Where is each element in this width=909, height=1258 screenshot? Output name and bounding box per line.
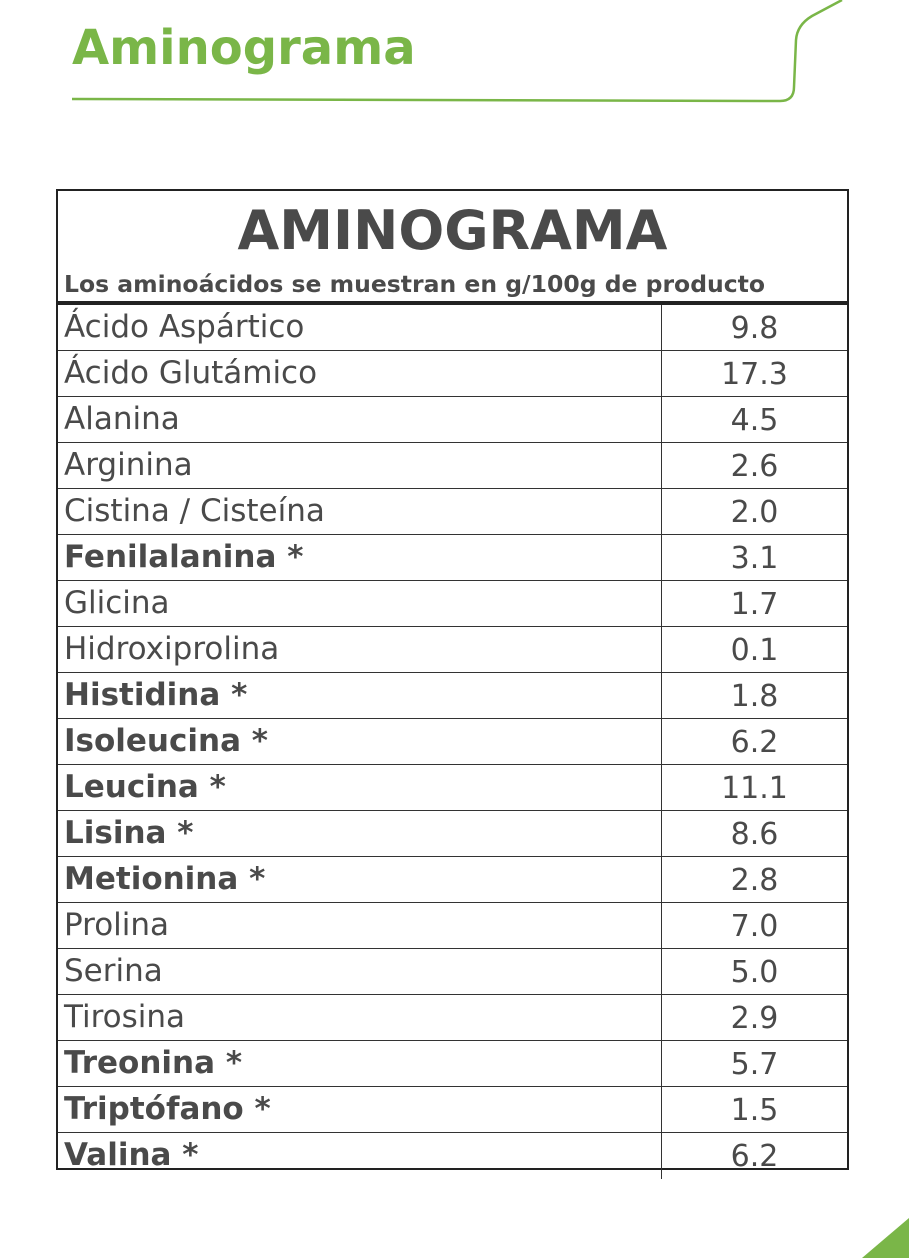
table-row	[58, 627, 847, 673]
amino-acid-name: Hidroxiprolina	[64, 631, 280, 667]
table-row	[58, 765, 847, 811]
amino-acid-name: Ácido Aspártico	[64, 309, 305, 345]
table-row	[58, 443, 847, 489]
table-row	[58, 1133, 847, 1178]
amino-acid-name: Ácido Glutámico	[64, 355, 318, 391]
table-row	[58, 351, 847, 397]
amino-acid-value: 3.1	[661, 535, 847, 581]
amino-acid-value: 1.8	[661, 673, 847, 719]
table-row	[58, 903, 847, 949]
amino-acid-value: 11.1	[661, 765, 847, 811]
table-row	[58, 305, 847, 351]
aminogram-table	[56, 189, 849, 1174]
table-header	[58, 191, 847, 305]
amino-acid-value: 9.8	[661, 305, 847, 351]
amino-acid-value: 6.2	[661, 719, 847, 765]
amino-acid-name: Cistina / Cisteína	[64, 493, 325, 529]
amino-acid-value: 5.0	[661, 949, 847, 995]
amino-acid-value: 2.8	[661, 857, 847, 903]
table-subtitle: Los aminoácidos se muestran en g/100g de producto	[64, 270, 766, 298]
amino-acid-name: Lisina *	[64, 815, 194, 851]
amino-acid-name: Serina	[64, 953, 163, 989]
table-row	[58, 489, 847, 535]
amino-acid-name: Alanina	[64, 401, 180, 437]
table-row	[58, 1041, 847, 1087]
table-row	[58, 995, 847, 1041]
amino-acid-name: Prolina	[64, 907, 170, 943]
table-row	[58, 581, 847, 627]
amino-acid-name: Arginina	[64, 447, 193, 483]
amino-acid-name: Tirosina	[64, 999, 186, 1035]
amino-acid-value: 5.7	[661, 1041, 847, 1087]
amino-acid-name: Isoleucina *	[64, 723, 268, 759]
table-row	[58, 673, 847, 719]
amino-acid-name: Metionina *	[64, 861, 266, 897]
page-title: Aminograma	[72, 20, 416, 76]
table-row	[58, 1087, 847, 1133]
amino-acid-value: 8.6	[661, 811, 847, 857]
amino-acid-name: Fenilalanina *	[64, 539, 304, 575]
amino-acid-value: 2.9	[661, 995, 847, 1041]
amino-acid-name: Histidina *	[64, 677, 248, 713]
amino-acid-value: 0.1	[661, 627, 847, 673]
amino-acid-name: Triptófano *	[64, 1091, 271, 1127]
table-row	[58, 397, 847, 443]
table-title: AMINOGRAMA	[237, 199, 668, 262]
corner-triangle-accent	[862, 1218, 909, 1258]
table-row	[58, 811, 847, 857]
amino-acid-value: 6.2	[661, 1133, 847, 1179]
amino-acid-value: 2.6	[661, 443, 847, 489]
amino-acid-value: 17.3	[661, 351, 847, 397]
table-row	[58, 949, 847, 995]
amino-acid-value: 7.0	[661, 903, 847, 949]
table-rows	[58, 305, 847, 1178]
amino-acid-value: 1.5	[661, 1087, 847, 1133]
table-row	[58, 719, 847, 765]
amino-acid-name: Leucina *	[64, 769, 226, 805]
amino-acid-value: 2.0	[661, 489, 847, 535]
amino-acid-name: Treonina *	[64, 1045, 243, 1081]
amino-acid-name: Glicina	[64, 585, 170, 621]
amino-acid-value: 4.5	[661, 397, 847, 443]
table-row	[58, 535, 847, 581]
amino-acid-name: Valina *	[64, 1137, 199, 1173]
amino-acid-value: 1.7	[661, 581, 847, 627]
table-row	[58, 857, 847, 903]
